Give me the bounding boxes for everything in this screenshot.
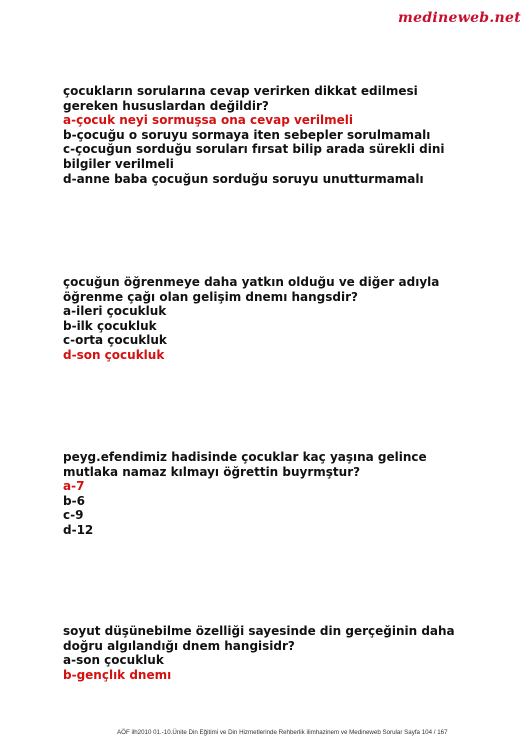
answer-option: a-ileri çocukluk [63, 304, 167, 319]
question-line: doğru algılandığı dnem hangisidr? [63, 638, 295, 653]
question-line: çocukların sorularına cevap verirken dikkat edilmesi [63, 84, 418, 98]
page-footer [117, 729, 448, 736]
answer-option: c-orta çocukluk [63, 333, 167, 348]
question-line: öğrenme çağı olan gelişim dnemı hangsdir? [63, 289, 358, 304]
question-1 [63, 84, 483, 186]
answer-option: a-son çocukluk [63, 653, 164, 668]
answer-option: d-12 [63, 522, 94, 537]
question-line: peyg.efendimiz hadisinde çocuklar kaç yaşına gelince [63, 450, 427, 464]
question-line: çocuğun öğrenmeye daha yatkın olduğu ve diğer adıyla [63, 275, 440, 289]
page-number: Sayfa 104 / 167 [404, 729, 448, 736]
question-4 [63, 624, 483, 682]
answer-option: c-9 [63, 508, 84, 523]
answer-option: b-çocuğu o soruyu sormaya iten sebepler sorulmamalı [63, 127, 431, 142]
answer-option-correct: d-son çocukluk [63, 347, 165, 362]
answer-option: b-6 [63, 493, 85, 508]
question-line: gereken hususlardan değildir? [63, 98, 269, 113]
answer-option-correct: b-gençlık dnemı [63, 667, 172, 682]
answer-option-correct: a-çocuk neyi sormuşsa ona cevap verilmeli [63, 113, 353, 128]
answer-option: bilgiler verilmeli [63, 156, 174, 171]
question-line: mutlaka namaz kılmayı öğrettin buyrmştur? [63, 464, 361, 479]
answer-option: d-anne baba çocuğun sorduğu soruyu unutturmamalı [63, 171, 424, 186]
answer-option-correct: a-7 [63, 479, 85, 494]
answer-option: c-çocuğun sorduğu soruları fırsat bilip arada sürekli dini [63, 142, 445, 157]
answer-option: b-ilk çocukluk [63, 318, 157, 333]
question-3 [63, 450, 483, 538]
question-line: soyut düşünebilme özelliği sayesinde din gerçeğinin daha [63, 624, 455, 638]
question-2 [63, 275, 483, 363]
footer-text: AÖF ilh2010 01.-10.Ünite Din Eğitimi ve Din Hizmetlerinde Rehberlik ilimhazinem ve Medineweb Sorular [117, 729, 403, 736]
site-brand: medineweb.net [398, 10, 521, 26]
